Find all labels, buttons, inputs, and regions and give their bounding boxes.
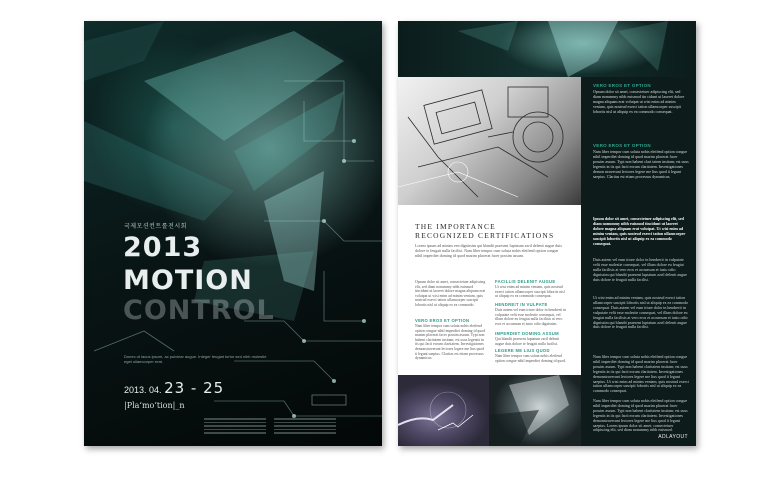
hand-robot-image	[398, 375, 489, 446]
dark-col-heading: VERO EROS ET OPTION	[593, 143, 651, 148]
right-col-heading: IMPERDIET DOMING ASSUM	[495, 331, 559, 336]
date-days: 23 - 25	[164, 379, 225, 397]
left-col-paragraph: Opsum dolor sit amet, consectetuer adipiscing elit, sed diam nonummy nibh euismod tincidunt ut laoreet dolore magna aliquam erat volutpat ut wisi enim ad minim veniam, quis nostrud exerci tation ullamcorper suscipit lobortis nisl ut aliquip ex ea commodo.	[415, 280, 486, 307]
fine-print-block	[204, 418, 266, 440]
dark-col-paragraph: Ipsum dolor sit amet, consectetuer adipiscing elit, sed diam nonummy nibh euismod tincidunt ut laoreet dolore magna aliquam erat volutpat. Ut wisi enim ad minim veniam, quis nostrud exerci tation ullamcorper suscipit lobortis nisl ut aliquip ex ea commodo consequat.	[593, 216, 686, 246]
dark-col-paragraph: Opsum dolor sit amet, consectetuer adipiscing elit, sed diam nonummy nibh euismod tin cidunt ut laoreet dolore magna aliquam erat volutpat ut wisi enim ad minim veniam, quis nostrud exerci tation ullamcorper suscipit lobortis nisl ut aliquip ex ea commodo consequat.	[593, 89, 685, 114]
korean-event-title: 국제모션컨트롤전시회	[124, 224, 187, 230]
cover-year: 2013	[123, 232, 203, 263]
dark-text-column	[581, 77, 696, 446]
event-date	[124, 379, 224, 397]
brochure-spread	[398, 21, 696, 446]
right-col-paragraph: Qui blandit praesent luptatum zzril delenit augue duis dolore te feugait nulla facilisi.	[495, 337, 560, 346]
right-col-paragraph: Duis autem vel eum iriure dolor in hendrerit in vulputate velit esse molestie consequat, vel illum dolore eu feugiat nulla facilisis at vero eros et accumsan et iusto odio dignissim.	[495, 308, 567, 326]
right-col-heading: HENDREIT IN VULPATE	[495, 302, 548, 307]
poster-cover	[84, 21, 382, 446]
cover-brand: |Pla‘mo’tion|_n	[124, 401, 185, 410]
section-title: THE IMPORTANCE	[415, 222, 496, 231]
cover-title-motion: MOTION	[123, 265, 253, 296]
right-col-heading: FACILLIS DELENIT AUGUE	[495, 279, 556, 284]
left-col-heading: VERO EROS ET OPTION	[415, 318, 470, 323]
dark-col-paragraph: Ut wisi enim ad minim veniam, quis nostrud exerci tation ullamcorper suscipit lobortis nisl ut aliquip ex ea commodo consequat. Duis autem vel eum iriure dolor in hendrerit in vulputate velit esse molestie consequat, vel illum dolore eu feugiat nulla facilisis at vero eros et accumsan et iusto odio dignissim qui blandit praesent luptatum zzril delenit augue duis dolore te feugait nulla facilisi.	[593, 295, 689, 330]
header-image	[398, 21, 696, 77]
dark-col-paragraph: Nam liber tempor cum soluta nobis eleifend option congue nihil imperdiet doming id quod mazim placerat facer possim assum. Typi non habent clari tatem insitam; est usus legentis in iis qui facit eorum claritatem. Investigationes demon straverunt lectores legere me lius quod ii legunt saepius. Claritas est etiam processus dynamicus.	[593, 149, 689, 179]
fine-print-block	[274, 418, 336, 440]
dark-col-paragraph: Nam liber tempor cum soluta nobis eleifend option congue nihil imperdiet doming id quod mazim placerat facer possim assum. Typi non habent claritatem insitam; est usus legentis in iis qui facit eorum claritatem. Investigationes demonstraverunt lectores legere me lius quod ii legunt saepius. Lorem ipsum dolor sit amet, consectetuer adipiscing elit, sed diam nonummy nibh euismod.	[593, 398, 688, 433]
dark-col-paragraph: Nam liber tempor cum soluta nobis eleifend option congue nihil imperdiet doming id quod mazim placerat facer possim assum. Typi non habent claritatem insitam; est usus legentis in iis qui facit eorum claritatem. Investigationes demonstraverunt lectores legere me lius quod ii legunt saepius. Ut wisi enim ad minim veniam, quis nostrud exerci tation ullamcorper suscipit lobortis nisl ut aliquip ex ea commodo consequat.	[593, 354, 689, 394]
machine-sketch-image	[398, 77, 581, 205]
abstract-metal-image	[489, 375, 581, 446]
cover-title-control: CONTROL	[123, 295, 275, 326]
left-col-paragraph: Nam liber tempor cum soluta nobis eleifend option congue nihil imperdiet doming id quod mazim placerat facer possim assum. Typi non habent claritatem insitam; est usus legentis in iis qui facit eorum claritatem. Investigationes demonstraverunt lectores legere me lius quod ii legunt saepius. Claritas est etiam processus dynamicus.	[415, 324, 486, 361]
footer-brand: ADLAYOUT	[658, 434, 688, 440]
right-col-heading: LEGERE ME LIUS QUOD	[495, 348, 550, 353]
right-col-paragraph: Ut wisi enim ad minim veniam, quis nostrud exerci tation ullamcorper suscipit lobortis nisl ut aliquip ex ea commodo consequat.	[495, 285, 565, 299]
dark-col-paragraph: Duis autem vel eum iriure dolor in hendrerit in vulputate velit esse molestie consequat, vel illum dolore eu feugiat nulla facilisis at vero eros et accumsan et iusto odio dignissim qui blandit praesent luptatum zzril delenit augue duis dolore te feugait nulla facilisi.	[593, 257, 687, 282]
date-prefix: 2013. 04.	[124, 385, 162, 395]
intro-paragraph: Lorem ipsum ad minim ven dignissim qui blandit praesent luptatum zzril delenit augue duis dolore te feugait nulla facilisi. Nam liber tempor cum soluta nobis eleifend option congue nihil imperdiet doming id quod mazim placerat facer possim assum.	[415, 243, 562, 258]
cover-small-text: Donec ut lacus ipsum, ac pulvinar augue. Integer feugiat tortor sed nibh molestie eget ullamcorper erat.	[124, 354, 267, 364]
right-col-paragraph: Nam liber tempor cum soluta nobis eleifend option congue nihil imperdiet doming id quod.	[495, 354, 566, 363]
section-subtitle: RECOGNIZED CERTIFICATIONS	[415, 231, 555, 240]
dark-col-heading: VERO EROS ET OPTION	[593, 83, 651, 88]
